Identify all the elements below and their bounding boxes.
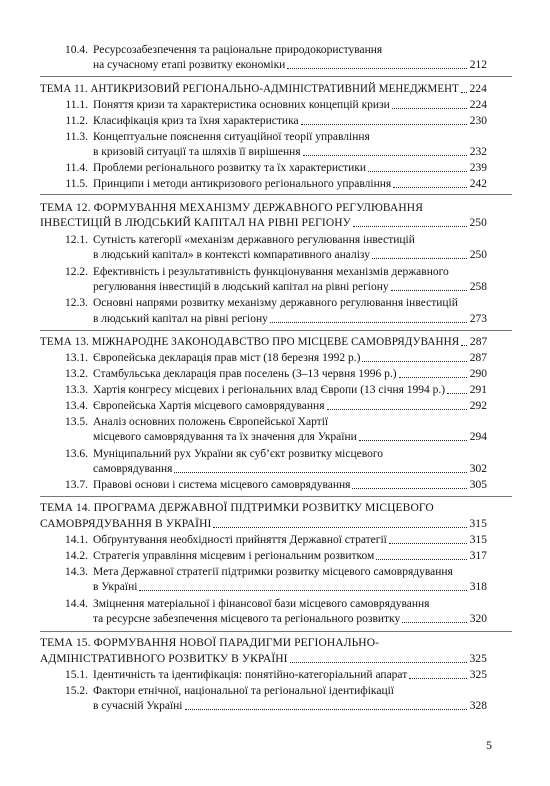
entry-page: 305 (469, 479, 487, 491)
dot-leader (303, 154, 467, 156)
theme-heading (40, 200, 487, 215)
dot-leader (287, 67, 467, 69)
section-divider (40, 76, 512, 77)
theme-heading-cont (40, 516, 487, 531)
theme-title-cont: ІНВЕСТИЦІЙ В ЛЮДСЬКИЙ КАПІТАЛ НА РІВНІ РЕГІОНУ (40, 217, 351, 229)
toc-entry (40, 414, 487, 429)
entry-number: 11.3. (65, 131, 88, 143)
toc-entry (40, 477, 487, 492)
dot-leader (327, 408, 468, 410)
dot-leader (352, 487, 467, 489)
dot-leader (290, 661, 467, 663)
entry-page: 317 (469, 550, 487, 562)
theme-heading (40, 81, 487, 96)
entry-page: 325 (469, 669, 487, 681)
entry-title: Фактори етнічної, національної та регіональної ідентифікації (93, 685, 394, 697)
entry-page: 294 (469, 431, 487, 443)
theme-page: 287 (469, 336, 488, 348)
theme-title: ТЕМА 11. АНТИКРИЗОВИЙ РЕГІОНАЛЬНО-АДМІНІСТРАТИВНИЙ МЕНЕДЖМЕНТ (40, 83, 459, 95)
entry-page: 273 (469, 313, 487, 325)
dot-leader (362, 360, 467, 362)
entry-title: Обґрунтування необхідності прийняття Державної стратегії (93, 534, 387, 546)
toc-entry-cont (93, 247, 487, 262)
toc-entry (40, 667, 487, 682)
entry-number: 11.1. (65, 99, 88, 111)
toc-entry (40, 532, 487, 547)
entry-title: Європейська Хартія місцевого самоврядування (93, 400, 325, 412)
section-divider (40, 496, 512, 497)
dot-leader (461, 91, 467, 93)
entry-number: 13.1. (65, 352, 88, 364)
entry-title-cont: самоврядування (93, 463, 173, 475)
entry-page: 242 (469, 178, 487, 190)
dot-leader (409, 677, 467, 679)
toc-entry (40, 683, 487, 698)
entry-number: 11.2. (65, 115, 88, 127)
entry-page: 230 (469, 115, 487, 127)
dot-leader (389, 542, 467, 544)
theme-page: 315 (469, 518, 487, 530)
entry-number: 13.7. (65, 479, 88, 491)
dot-leader (391, 289, 467, 291)
entry-title: Концептуальне пояснення ситуаційної теорії управління (93, 131, 370, 143)
toc-entry-cont (93, 698, 487, 713)
toc-entry (40, 350, 487, 365)
entry-page: 318 (469, 581, 487, 593)
section-divider (40, 330, 512, 331)
entry-number: 14.3. (65, 566, 88, 578)
theme-page: 224 (469, 83, 487, 95)
entry-title: Ресурсозабезпечення та раціональне природокористування (93, 44, 383, 56)
toc-entry (40, 382, 487, 397)
entry-number: 12.2. (65, 266, 88, 278)
entry-number: 13.3. (65, 384, 88, 396)
theme-heading (40, 500, 487, 515)
dot-leader (139, 589, 467, 591)
theme-title-cont: АДМІНІСТРАТИВНОГО РОЗВИТКУ В УКРАЇНІ (40, 653, 288, 665)
entry-number: 11.5. (65, 178, 88, 190)
toc-entry (40, 42, 480, 57)
dot-leader (301, 123, 467, 125)
dot-leader (392, 107, 467, 109)
toc-entry (40, 548, 487, 563)
page-number: 5 (486, 738, 492, 752)
section-divider (40, 631, 512, 632)
entry-title-cont: в людський капітал» в контексті компаративного аналізу (93, 249, 370, 261)
toc-entry (40, 398, 487, 413)
entry-title: Проблеми регіонального розвитку та їх характеристики (93, 162, 367, 174)
entry-number: 14.2. (65, 550, 88, 562)
dot-leader (174, 471, 467, 473)
dot-leader (353, 225, 467, 227)
entry-page: 212 (469, 59, 487, 71)
entry-page: 224 (469, 99, 487, 111)
entry-title: Мета Державної стратегії підтримки розвитку місцевого самоврядування (93, 566, 453, 578)
entry-title: Аналіз основних положень Європейської Хартії (93, 416, 329, 428)
entry-title: Класифікація криз та їхня характеристика (93, 115, 299, 127)
entry-title: Сутність категорії «механізм державного регулювання інвестицій (93, 234, 415, 246)
toc-entry-cont (93, 311, 487, 326)
entry-title-cont: в кризовій ситуації та шляхів її вирішення (93, 146, 301, 158)
entry-title: Стамбульська декларація прав поселень (3–13 червня 1996 р.) (93, 368, 397, 380)
dot-leader (185, 708, 468, 710)
entry-number: 12.1. (65, 234, 88, 246)
entry-page: 328 (469, 700, 487, 712)
toc-entry-cont (93, 279, 487, 294)
entry-title: Зміцнення матеріальної і фінансової бази місцевого самоврядування (93, 598, 430, 610)
dot-leader (393, 186, 467, 188)
toc-entry (40, 366, 487, 381)
theme-heading (40, 635, 487, 650)
entry-page: 239 (469, 162, 487, 174)
entry-page: 292 (469, 400, 487, 412)
entry-number: 13.2. (65, 368, 88, 380)
toc-entry-cont (93, 144, 487, 159)
toc-entry (40, 232, 487, 247)
entry-page: 302 (469, 463, 487, 475)
toc-entry (40, 264, 487, 279)
entry-page: 250 (469, 249, 487, 261)
theme-title-cont: САМОВРЯДУВАННЯ В УКРАЇНІ (40, 518, 212, 530)
entry-number: 13.6. (65, 448, 88, 460)
toc-entry (40, 129, 487, 144)
theme-heading (40, 334, 487, 349)
entry-title-cont: та ресурсне забезпечення місцевого та регіонального розвитку (93, 613, 401, 625)
theme-title: ТЕМА 13. МІЖНАРОДНЕ ЗАКОНОДАВСТВО ПРО МІСЦЕВЕ САМОВРЯДУВАННЯ (40, 336, 460, 348)
entry-title: Правові основи і система місцевого самоврядування (93, 479, 351, 491)
dot-leader (359, 439, 467, 441)
toc-entry (40, 446, 487, 461)
entry-page: 258 (469, 281, 487, 293)
entry-title: Європейська декларація прав міст (18 березня 1992 р.) (93, 352, 361, 364)
entry-number: 15.1. (65, 669, 88, 681)
entry-page: 290 (469, 368, 487, 380)
entry-number: 15.2. (65, 685, 88, 697)
dot-leader (270, 321, 467, 323)
theme-title: ТЕМА 14. ПРОГРАМА ДЕРЖАВНОЇ ПІДТРИМКИ РОЗВИТКУ МІСЦЕВОГО (40, 502, 434, 514)
entry-page: 320 (469, 613, 487, 625)
entry-page: 315 (469, 534, 487, 546)
toc-entry (40, 596, 487, 611)
entry-page: 287 (469, 352, 487, 364)
dot-leader (447, 392, 467, 394)
theme-title: ТЕМА 15. ФОРМУВАННЯ НОВОЇ ПАРАДИГМИ РЕГІОНАЛЬНО- (40, 637, 380, 649)
toc-entry (40, 160, 487, 175)
theme-title: ТЕМА 12. ФОРМУВАННЯ МЕХАНІЗМУ ДЕРЖАВНОГО РЕГУЛЮВАННЯ (40, 202, 423, 214)
entry-title-cont: місцевого самоврядування та їх значення для України (93, 431, 357, 443)
dot-leader (213, 526, 467, 528)
entry-number: 12.3. (65, 297, 88, 309)
entry-number: 14.1. (65, 534, 88, 546)
entry-title: Поняття кризи та характеристика основних концепцій кризи (93, 99, 390, 111)
entry-number: 13.5. (65, 416, 88, 428)
theme-page: 325 (469, 653, 487, 665)
entry-title: Принципи і методи антикризового регіонального управління (93, 178, 392, 190)
toc-entry (40, 564, 487, 579)
toc-entry-cont (93, 461, 487, 476)
dot-leader (402, 621, 467, 623)
toc-entry-cont (93, 57, 487, 72)
entry-number: 10.4. (65, 44, 88, 56)
entry-title: Муніципальний рух України як суб’єкт розвитку місцевого (93, 448, 384, 460)
entry-title-cont: в людський капітал на рівні регіону (93, 313, 268, 325)
dot-leader (372, 257, 467, 259)
dot-leader (376, 558, 467, 560)
entry-page: 232 (469, 146, 487, 158)
entry-title-cont: на сучасному етапі розвитку економіки (93, 59, 286, 71)
toc-entry (40, 113, 487, 128)
entry-title: Стратегія управління місцевим і регіональним розвитком (93, 550, 375, 562)
toc-entry (40, 97, 487, 112)
toc-entry (40, 295, 487, 310)
entry-title: Ідентичність та ідентифікація: понятійно-категоріальний апарат (93, 669, 408, 681)
dot-leader (368, 170, 467, 172)
theme-heading-cont (40, 215, 487, 230)
entry-title: Ефективність і результативність функціонування механізмів державного (93, 266, 449, 278)
entry-page: 291 (469, 384, 487, 396)
entry-title-cont: в Україні (93, 581, 138, 593)
entry-number: 13.4. (65, 400, 88, 412)
toc-entry-cont (93, 579, 487, 594)
dot-leader (461, 344, 467, 346)
dot-leader (399, 376, 467, 378)
toc-entry (40, 176, 487, 191)
entry-number: 14.4. (65, 598, 88, 610)
theme-page: 250 (469, 217, 487, 229)
entry-title-cont: в сучасній Україні (93, 700, 183, 712)
entry-title-cont: регулювання інвестицій в людський капітал на рівні регіону (93, 281, 389, 293)
toc-entry-cont (93, 611, 487, 626)
entry-title: Хартія конгресу місцевих і регіональних влад Європи (13 січня 1994 р.) (93, 384, 446, 396)
entry-title: Основні напрями розвитку механізму державного регулювання інвестицій (93, 297, 458, 309)
entry-number: 11.4. (65, 162, 88, 174)
theme-heading-cont (40, 651, 487, 666)
section-divider (40, 194, 512, 195)
toc-entry-cont (93, 429, 487, 444)
